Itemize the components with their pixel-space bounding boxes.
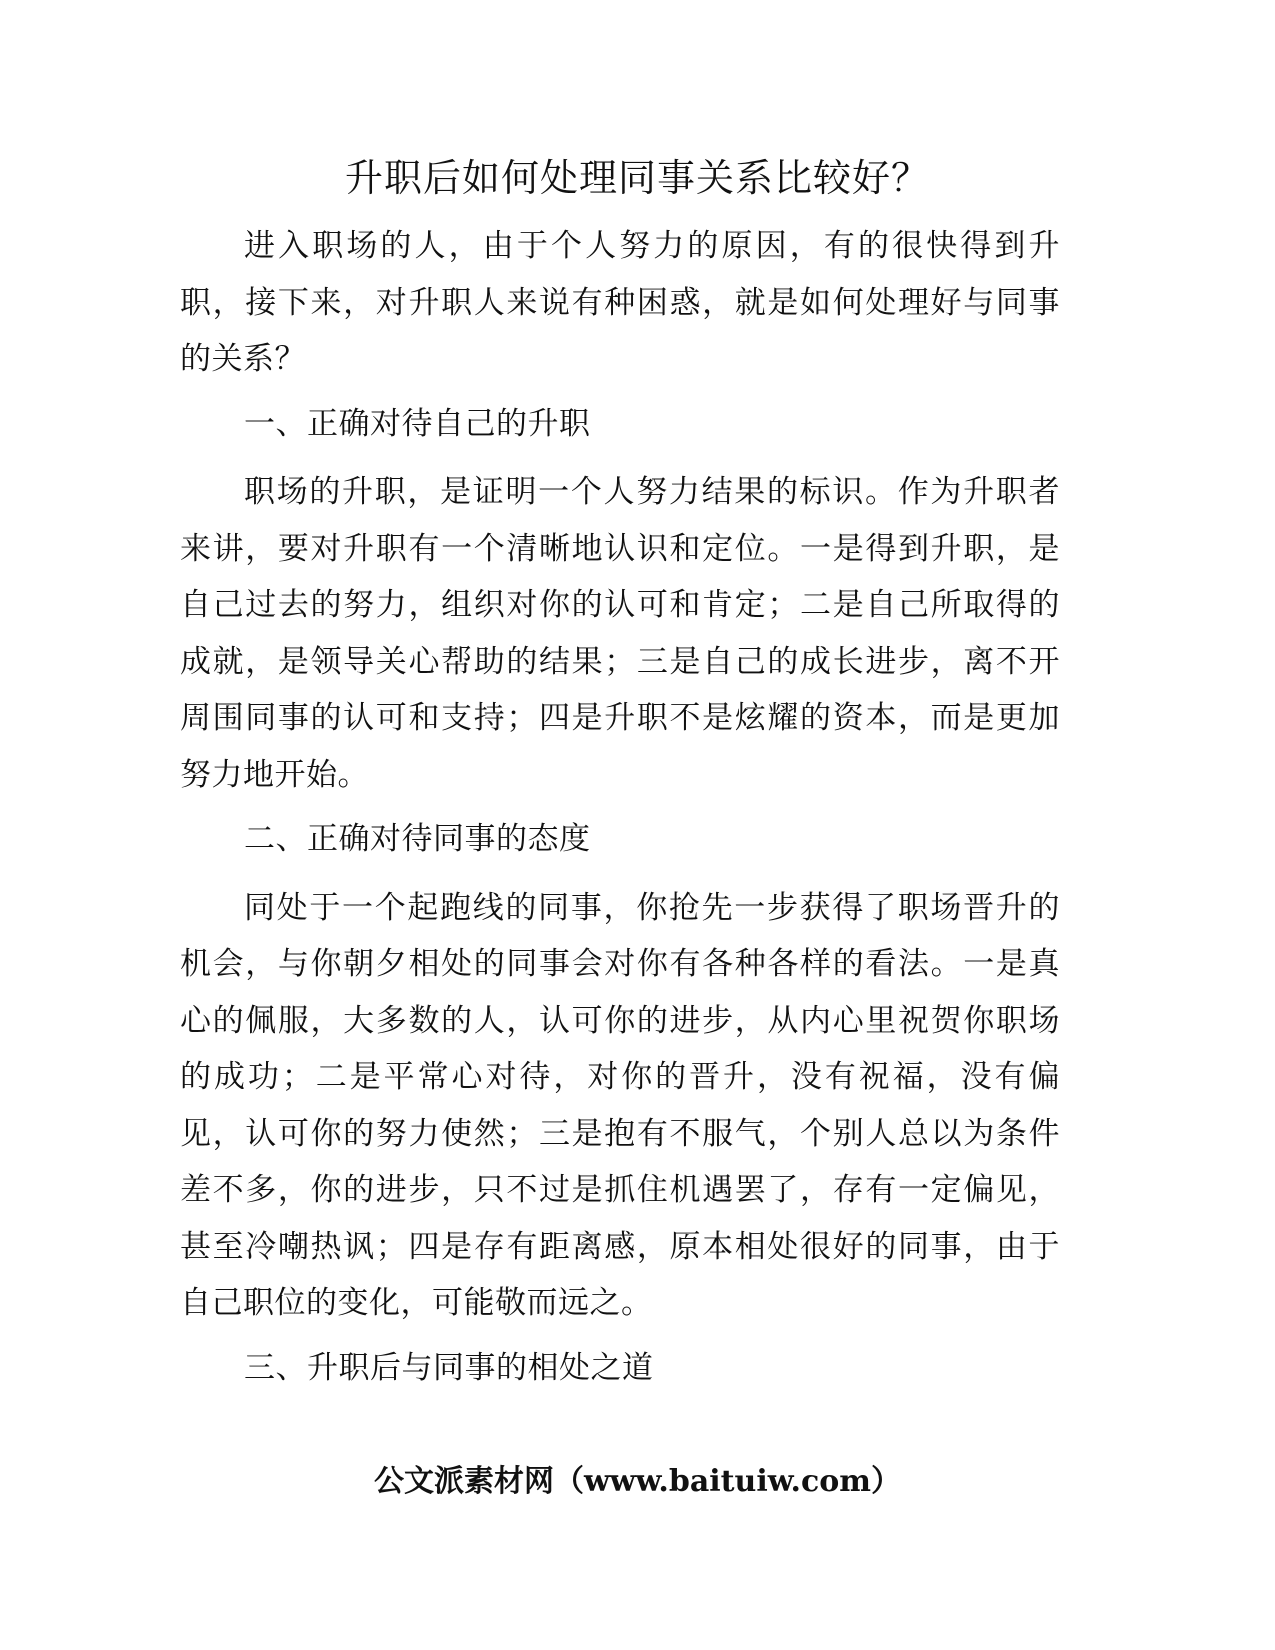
- section-2-paragraph: 同处于一个起跑线的同事，你抢先一步获得了职场晋升的机会，与你朝夕相处的同事会对你有各种各样的看法。一是真心的佩服，大多数的人，认可你的进步，从内心里祝贺你职场的成功；二是平常心对待，对你的晋升，没有祝福，没有偏见，认可你的努力使然；三是抱有不服气，个别人总以为条件差不多，你的进步，只不过是抓住机遇罢了，存有一定偏见，甚至冷嘲热讽；四是存有距离感，原本相处很好的同事，由于自己职位的变化，可能敬而远之。: [180, 889, 1060, 1321]
- section-heading-1: 一、正确对待自己的升职: [244, 405, 591, 442]
- section-heading-2: 二、正确对待同事的态度: [244, 821, 591, 857]
- section-1-paragraph: 职场的升职，是证明一个人努力结果的标识。作为升职者来讲，要对升职有一个清晰地认识和定位。一是得到升职，是自己过去的努力，组织对你的认可和肯定；二是自己所取得的成就，是领导关心帮助的结果；三是自己的成长进步，离不开周围同事的认可和支持；四是升职不是炫耀的资本，而是更加努力地开始。: [180, 474, 1060, 793]
- intro-paragraph: 进入职场的人，由于个人努力的原因，有的很快得到升职，接下来，对升职人来说有种困惑，就是如何处理好与同事的关系？: [180, 228, 1060, 377]
- section-heading-3: 三、升职后与同事的相处之道: [244, 1349, 654, 1386]
- document-title: 升职后如何处理同事关系比较好？: [344, 156, 930, 200]
- document-body: [180, 218, 1060, 1408]
- footer-watermark: 公文派素材网（www.baituiw.com）: [373, 1464, 902, 1499]
